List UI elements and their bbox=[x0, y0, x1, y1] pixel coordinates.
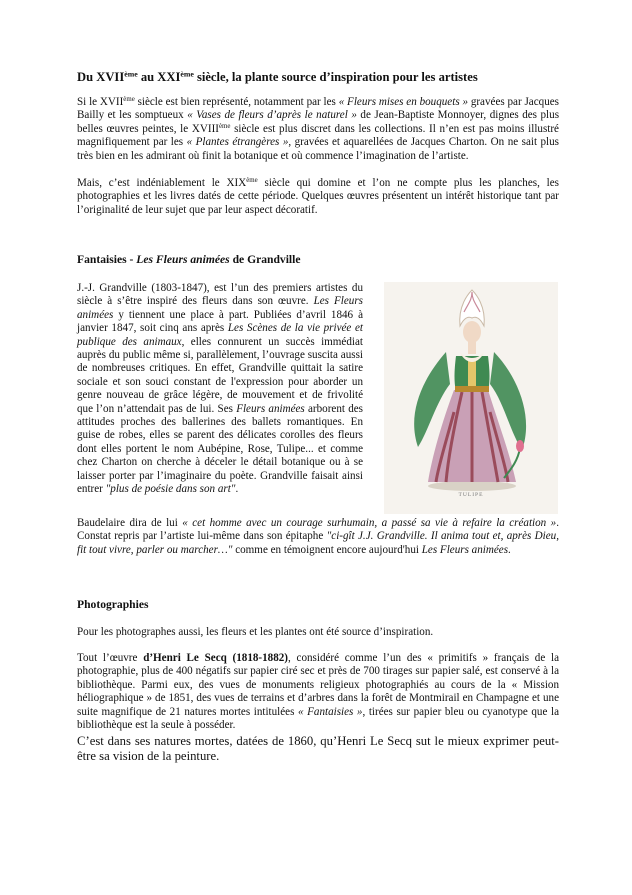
work-title: Les Fleurs animées bbox=[136, 253, 230, 266]
quotation: "ci-gît J.J. Grandville. Il anima tout et, après Dieu, fit tout vivre, parler ou marcher…" bbox=[77, 530, 560, 556]
text-run: , elles connurent un succès immédiat auprès du public même si, parallèlement, l’ouvrage suscita aussi de nombreuses critiques. En effet, Grandville quittait la satire sociale et son souci constant de l'expression pour aborder un genre nouveau de grâce légère, de mouvement et de frivolité que l’on n’attendait pas de lui. Ses bbox=[77, 335, 363, 415]
face bbox=[463, 321, 481, 343]
bodice-panel bbox=[468, 360, 476, 390]
text-run: Mais, c’est indéniablement le XIX bbox=[77, 177, 247, 189]
text-run: Baudelaire dira de lui bbox=[77, 517, 183, 529]
text-run: , tirées sur papier bleu ou cyanotype que la bibliothèque est la seule à posséder. bbox=[77, 705, 559, 732]
baudelaire-paragraph bbox=[77, 517, 559, 557]
photo-paragraph-2 bbox=[77, 652, 559, 732]
heading-text: siècle, la plante source d’inspiration pour les artistes bbox=[193, 70, 478, 84]
text-run: comme en témoignent encore aujourd'hui bbox=[232, 543, 422, 556]
work-title: Les Fleurs animées bbox=[77, 295, 363, 321]
text-run: . bbox=[235, 483, 239, 496]
heading-text: Du XVII bbox=[77, 70, 125, 84]
photo-paragraph-1: Pour les photographes aussi, les fleurs et les plantes ont été source d’inspiration. bbox=[77, 626, 434, 638]
plate-caption: TULIPE bbox=[458, 492, 484, 498]
text-run: Si le XVII bbox=[77, 96, 124, 108]
text-run: siècle est bien représenté, notamment par les bbox=[134, 96, 339, 108]
belt bbox=[455, 386, 489, 392]
text-run: gravées par Jacques Bailly et les somptueux bbox=[77, 96, 559, 122]
text-run: , considéré comme l’un des « primitifs » français de la photographie, plus de 400 négatifs sur papier ciré sec et près de 700 tirages sur papier salé, est conservé à la bibliothèque. Parmi eux, des vues de monuments religieux photographiés au cours de la « Mission héliographique » de 1851, des vues de terrains et d’arbres dans la forêt de Montmirail en Champagne et une suite magnifique de 21 natures mortes intitulées bbox=[77, 652, 559, 718]
tulipe-illustration bbox=[384, 282, 558, 514]
heading-text: Fantaisies - bbox=[77, 253, 137, 266]
section-heading-inspiration bbox=[77, 70, 478, 85]
work-title: « Fantaisies » bbox=[298, 705, 363, 718]
text-run: J.-J. Grandville (1803-1847), est l’un des premiers artistes du siècle à s’être inspiré des fleurs dans son œuvre. bbox=[77, 282, 363, 308]
section-heading-fantaisies bbox=[77, 253, 301, 266]
intro-paragraph-2 bbox=[77, 177, 559, 217]
superscript: ème bbox=[246, 177, 258, 185]
text-run: , gravées et aquarellées de Jacques Charton. On ne sait plus très bien en les admirant où finit la botanique et où commence l’imagination de l’artiste. bbox=[77, 136, 559, 162]
work-title: « Plantes étrangères » bbox=[186, 136, 289, 149]
work-title: Les Fleurs animées bbox=[421, 543, 509, 556]
work-title: « Fleurs mises en bouquets » bbox=[338, 96, 468, 108]
text-run: siècle est plus discret dans les collections. Il n’en est pas moins illustré magnifiquement par les bbox=[77, 122, 559, 149]
intro-paragraph-1 bbox=[77, 96, 559, 163]
heading-text: au XXI bbox=[137, 70, 181, 84]
text-run: siècle qui domine et l’on ne compte plus les planches, les photographies et les livres datés de cette période. Quelques œuvres présentent un intérêt historique tant par l’originalité de leur sujet que par leur aspect décoratif. bbox=[77, 177, 559, 216]
work-title: Fleurs animées bbox=[236, 402, 305, 415]
text-run: y tiennent une place à part. Publiées d’avril 1846 à janvier 1847, soit cinq ans après bbox=[77, 308, 363, 335]
grandville-paragraph bbox=[77, 282, 363, 497]
text-run: . bbox=[508, 543, 511, 556]
quotation: "plus de poésie dans son art" bbox=[105, 483, 236, 496]
fleur-animee-figure bbox=[384, 282, 558, 514]
work-title: Les Scènes de la vie privée et publique des animaux bbox=[77, 322, 363, 348]
ground-shadow bbox=[428, 481, 516, 491]
text-run: Tout l’œuvre bbox=[77, 652, 144, 664]
superscript: ème bbox=[218, 123, 231, 131]
superscript: ème bbox=[124, 69, 138, 79]
superscript: ème bbox=[123, 96, 135, 104]
section-heading-photographies: Photographies bbox=[77, 598, 149, 611]
text-run: arborent des attitudes proches des ballerines des ballets romantiques. En guise de robes, elles se parent des délicates corolles des fleurs dont elles portent le nom Aubépine, Rose, Tulipe... et comme chez Charton on cherche à déceler le détail botanique ou à se laisser porter par l’imaginaire du poète. Grandville faisait ainsi entrer bbox=[77, 402, 363, 496]
text-run: . Constat repris par l’artiste lui-même dans son épitaphe bbox=[77, 517, 559, 543]
photo-paragraph-3: C’est dans ses natures mortes, datées de 1860, qu’Henri Le Secq sut le mieux exprimer peut-être sa vision de la peinture. bbox=[77, 734, 559, 764]
artist-name: d’Henri Le Secq (1818-1882) bbox=[143, 652, 289, 664]
superscript: ème bbox=[180, 69, 194, 79]
heading-text: de Grandville bbox=[229, 253, 301, 266]
work-title: « Vases de fleurs d’après le naturel » bbox=[187, 109, 357, 122]
small-blossom bbox=[516, 440, 524, 452]
quotation: « cet homme avec un courage surhumain, a passé sa vie à refaire la création » bbox=[182, 517, 557, 529]
text-run: de Jean-Baptiste Monnoyer, dignes des plus belles œuvres peintes, le XVIII bbox=[77, 109, 560, 135]
